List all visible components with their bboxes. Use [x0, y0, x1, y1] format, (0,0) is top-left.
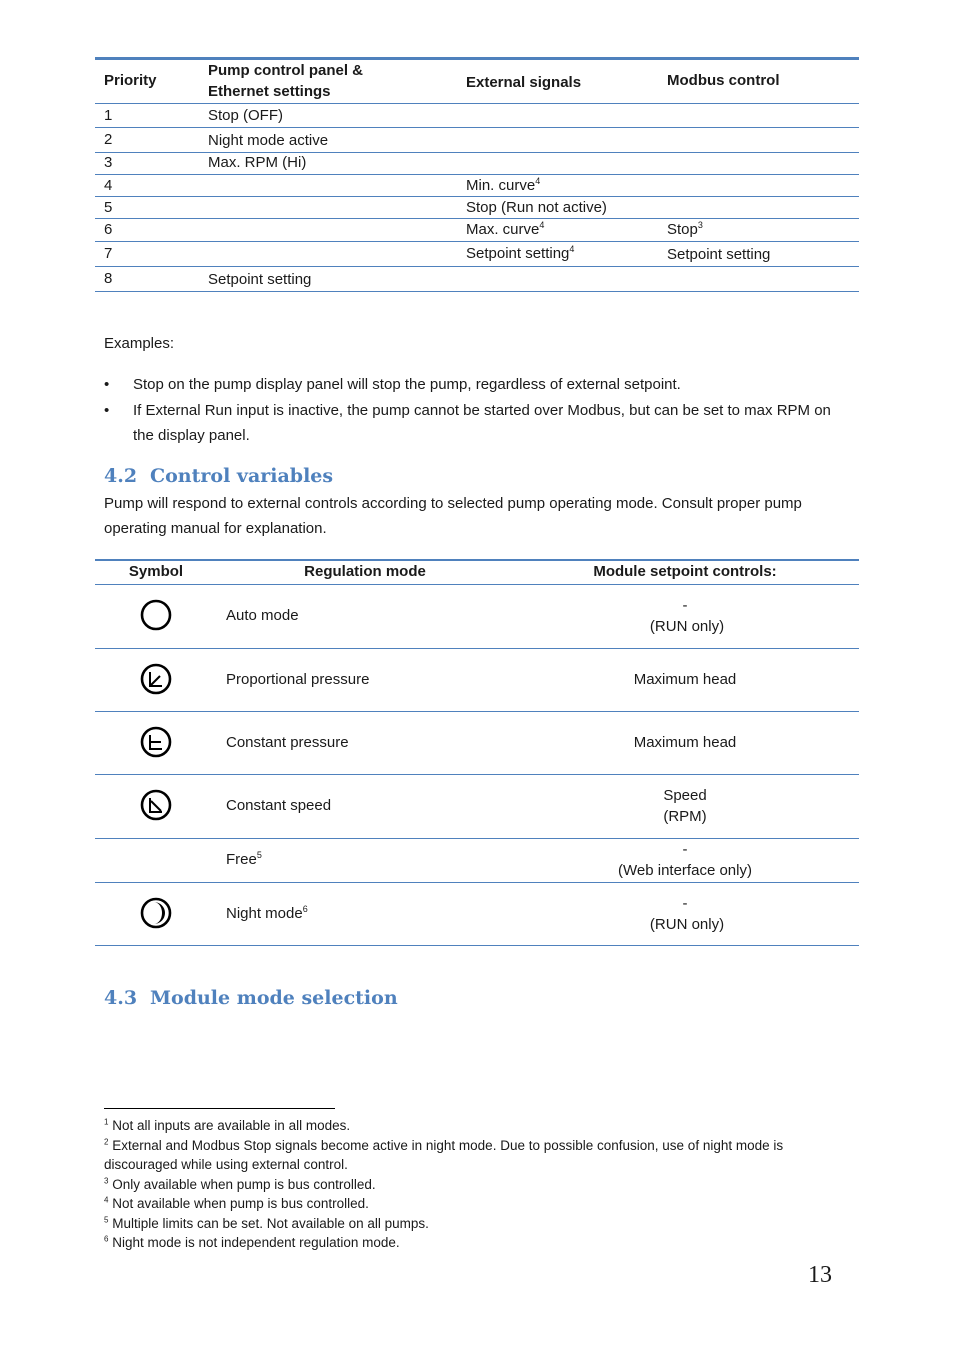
footnote-ref: 6	[302, 904, 308, 914]
examples-label: Examples:	[104, 335, 175, 352]
footnote	[104, 1233, 849, 1253]
table-bottom-rule	[95, 291, 859, 292]
footnote-ref: 4	[569, 244, 575, 254]
footnote-text: Multiple limits can be set. Not available on all pumps.	[112, 1215, 429, 1231]
footnote	[104, 1175, 849, 1195]
list-item: • Stop on the pump display panel will stop the pump, regardless of external setpoint.	[104, 372, 844, 397]
mode-text: Night mode	[226, 905, 303, 922]
footnote	[104, 1136, 849, 1175]
priority-cell: 1	[104, 107, 113, 124]
header-rule	[95, 584, 859, 585]
footnotes	[104, 1116, 849, 1253]
footnote-ref: 5	[256, 850, 262, 860]
panel-cell: Max. RPM (Hi)	[208, 154, 307, 171]
priority-cell: 8	[104, 270, 113, 287]
external-cell: Stop (Run not active)	[466, 199, 607, 216]
row-rule	[95, 882, 859, 883]
setpoint-line2: (RUN only)	[649, 916, 725, 933]
section-title: Control variables	[150, 465, 334, 487]
footnote-ref: 3	[697, 220, 703, 230]
section-heading-4-2	[104, 465, 333, 487]
mode-label	[226, 851, 262, 869]
footnote-number: 1	[104, 1117, 109, 1127]
external-cell	[466, 177, 540, 195]
footnote-number: 6	[104, 1234, 109, 1244]
footnote-ref: 4	[535, 176, 541, 186]
night-mode-icon	[140, 897, 172, 929]
panel-cell: Stop (OFF)	[208, 107, 284, 124]
examples-list	[104, 372, 844, 449]
row-rule	[95, 196, 859, 197]
row-rule	[95, 152, 859, 153]
priority-cell: 3	[104, 154, 113, 171]
header-external: External signals	[466, 74, 582, 91]
modbus-text: Stop	[667, 221, 698, 238]
panel-cell: Setpoint setting	[208, 271, 312, 288]
footnote-number: 5	[104, 1215, 109, 1224]
mode-label: Constant pressure	[226, 734, 349, 751]
section-number: 4.3	[104, 987, 138, 1009]
constant-speed-icon	[140, 789, 172, 821]
header-panel-line1: Pump control panel &	[208, 62, 364, 79]
auto-mode-icon	[140, 599, 172, 631]
footnote	[104, 1116, 849, 1136]
mode-text: Free	[226, 851, 257, 868]
footnote-ref: 4	[539, 220, 545, 230]
setpoint-line2: (RUN only)	[649, 618, 725, 635]
header-priority: Priority	[104, 72, 157, 89]
footnote-number: 2	[104, 1137, 109, 1146]
proportional-pressure-icon	[140, 663, 172, 695]
mode-label: Proportional pressure	[226, 671, 370, 688]
table-top-rule	[95, 559, 859, 561]
page-number: 13	[808, 1262, 832, 1288]
row-rule	[95, 127, 859, 128]
header-regulation: Regulation mode	[304, 563, 426, 580]
footnote-text: External and Modbus Stop signals become active in night mode. Due to possible confusion, use of night mode is discouraged while using external control.	[104, 1137, 784, 1172]
modbus-cell	[667, 221, 703, 239]
row-rule	[95, 711, 859, 712]
constant-pressure-icon	[140, 726, 172, 758]
row-rule	[95, 648, 859, 649]
section-number: 4.2	[104, 465, 138, 487]
table-top-rule	[95, 57, 859, 60]
row-rule	[95, 838, 859, 839]
mode-label: Constant speed	[226, 797, 332, 814]
footnote-separator	[104, 1108, 335, 1109]
footnote-number: 4	[104, 1195, 109, 1205]
footnote	[104, 1214, 849, 1234]
priority-cell: 6	[104, 221, 113, 238]
section-body: Pump will respond to external controls according to selected pump operating mode. Consult proper pump operating manual for explanation.	[104, 495, 802, 537]
setpoint-line1: -	[682, 597, 688, 614]
mode-label: Auto mode	[226, 607, 299, 624]
header-panel-line2: Ethernet settings	[208, 83, 331, 100]
external-text: Min. curve	[466, 177, 536, 194]
external-text: Max. curve	[466, 221, 540, 238]
priority-cell: 4	[104, 177, 113, 194]
row-rule	[95, 218, 859, 219]
header-modbus: Modbus control	[667, 72, 780, 89]
footnote	[104, 1194, 849, 1214]
priority-cell: 2	[104, 131, 113, 148]
row-rule	[95, 241, 859, 242]
setpoint-line2: (RPM)	[663, 808, 707, 825]
footnote-text: Night mode is not independent regulation mode.	[112, 1235, 400, 1250]
footnote-text: Not available when pump is bus controlled.	[112, 1196, 369, 1211]
header-setpoint: Module setpoint controls:	[593, 563, 777, 580]
footnote-number: 3	[104, 1176, 109, 1185]
mode-label	[226, 905, 308, 923]
external-cell	[466, 221, 544, 239]
external-text: Setpoint setting	[466, 245, 570, 262]
row-rule	[95, 174, 859, 175]
setpoint-line1: Speed	[663, 787, 707, 804]
section-heading-4-3	[104, 987, 398, 1009]
panel-cell: Night mode active	[208, 132, 329, 149]
footnote-text: Not all inputs are available in all modes.	[112, 1118, 351, 1133]
external-cell	[466, 245, 574, 263]
priority-cell: 7	[104, 245, 113, 262]
header-rule	[95, 103, 859, 104]
header-symbol: Symbol	[128, 563, 184, 580]
footnote-text: Only available when pump is bus controlled.	[112, 1176, 376, 1192]
row-rule	[95, 266, 859, 267]
setpoint-line1: Maximum head	[633, 734, 737, 751]
setpoint-line2: (Web interface only)	[618, 862, 752, 879]
setpoint-line1: Maximum head	[633, 671, 737, 688]
row-rule	[95, 774, 859, 775]
section-title: Module mode selection	[150, 987, 398, 1009]
setpoint-line1: -	[682, 841, 688, 858]
modbus-cell: Setpoint setting	[667, 246, 771, 263]
list-item: • If External Run input is inactive, the pump cannot be started over Modbus, but can be set to max RPM on the display panel.	[104, 398, 844, 448]
priority-cell: 5	[104, 199, 113, 216]
table-bottom-rule	[95, 945, 859, 946]
setpoint-line1: -	[682, 895, 688, 912]
